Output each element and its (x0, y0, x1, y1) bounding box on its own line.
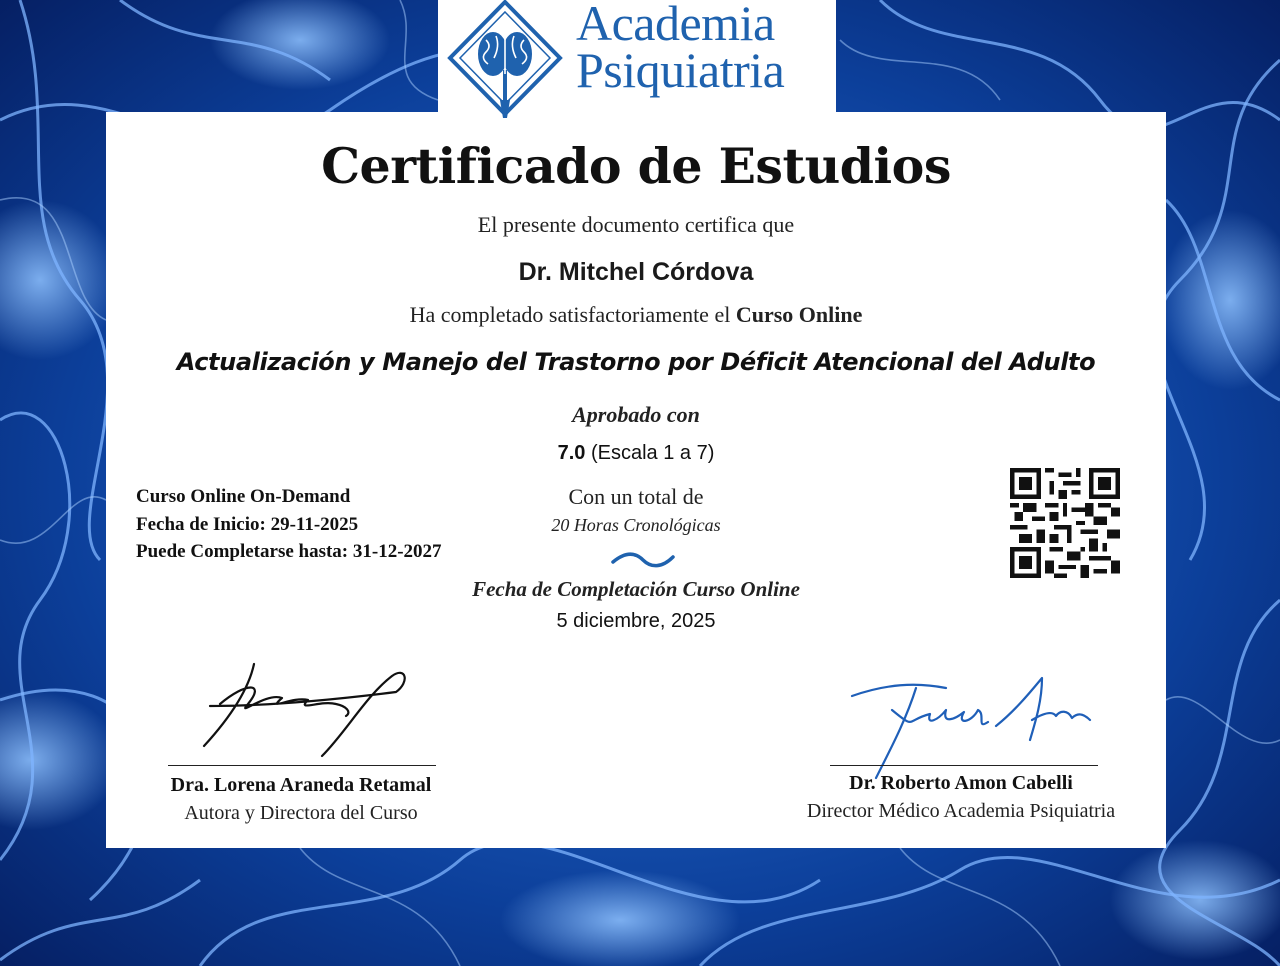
grade-value: 7.0 (557, 442, 586, 464)
signatory-2-role: Director Médico Academia Psiquiatria (806, 800, 1116, 822)
tilde-divider (610, 550, 676, 570)
course-info (136, 483, 442, 566)
completion-date-label: Fecha de Completación Curso Online (472, 577, 800, 601)
recipient-name: Dr. Mitchel Córdova (518, 258, 754, 286)
grade-scale: (Escala 1 a 7) (590, 442, 715, 464)
hours-value: 20 Horas Cronológicas (551, 515, 721, 535)
signatory-2-name: Dr. Roberto Amon Cabelli (849, 772, 1073, 794)
signature-line-2 (830, 765, 1098, 766)
completion-date: 5 diciembre, 2025 (556, 610, 716, 632)
certificate-title: Certificado de Estudios (321, 137, 951, 195)
signatory-1-role: Autora y Directora del Curso (184, 802, 418, 824)
start-date-info: Fecha de Inicio: 29-11-2025 (136, 513, 359, 535)
total-label: Con un total de (568, 484, 704, 509)
course-type-info: Curso Online On-Demand (136, 486, 351, 507)
completion-statement (106, 302, 1166, 328)
brain-icon (446, 0, 564, 122)
intro-text: El presente documento certifica que (477, 212, 795, 237)
qr-code-icon (1010, 467, 1120, 579)
completion-prefix: Ha completado satisfactoriamente el (409, 302, 731, 327)
grade-line (106, 442, 1166, 465)
approved-label: Aprobado con (572, 402, 700, 427)
deadline-info: Puede Completarse hasta: 31-12-2027 (136, 541, 442, 562)
logo-wordmark (576, 0, 832, 98)
logo-line-2: Psiquiatria (576, 42, 785, 98)
logo-line-1: Academia (576, 0, 775, 51)
course-type: Curso Online (735, 302, 863, 327)
signatory-1-name: Dra. Lorena Araneda Retamal (170, 774, 432, 796)
signature-1-icon (196, 652, 416, 760)
course-name: Actualización y Manejo del Trastorno por Déficit Atencional del Adulto (176, 348, 1096, 376)
signature-line-1 (168, 765, 436, 766)
